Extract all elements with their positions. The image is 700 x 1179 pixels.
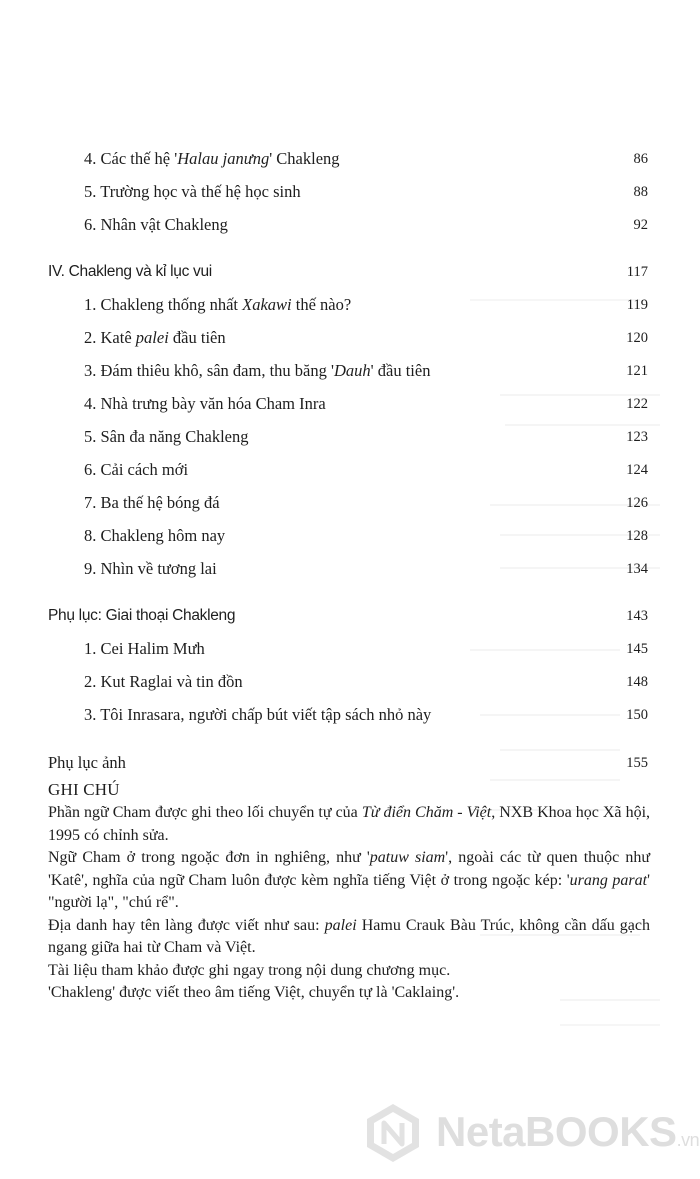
toc-section-phu-luc-giai-thoai[interactable]: [48, 603, 648, 636]
toc-entry-nhan-vat[interactable]: [48, 212, 648, 245]
notes-paragraph: Ngữ Cham ở trong ngoặc đơn in nghiêng, như 'patuw siam', ngoài các từ quen thuộc như 'Katê', nghĩa của ngữ Cham luôn được kèm nghĩa tiếng Việt ở trong ngoặc kép: 'urang parat' "người lạ", "chú rể".: [48, 849, 651, 911]
toc-page-number: 124: [626, 462, 648, 478]
toc-entry-label: 1. Chakleng thống nhất Xakawi thế nào?: [84, 295, 352, 314]
toc-entry-label: 5. Sân đa năng Chakleng: [84, 427, 249, 446]
toc-page-number: 155: [626, 755, 648, 771]
toc-page-number: 134: [626, 561, 648, 577]
toc-page-number: 150: [626, 707, 648, 723]
toc-page-number: 143: [626, 608, 648, 624]
notes-paragraph: Phần ngữ Cham được ghi theo lối chuyển tự của Từ điển Chăm - Việt, NXB Khoa học Xã hội, 1995 có chỉnh sửa.: [48, 804, 651, 844]
toc-entry-label: 4. Các thế hệ 'Halau janưng' Chakleng: [84, 149, 340, 168]
toc-entry-kut-raglai[interactable]: [48, 669, 648, 702]
toc-section-label: IV. Chakleng và kỉ lục vui: [48, 263, 212, 280]
toc-entry-label: 2. Katê palei đầu tiên: [84, 328, 226, 347]
toc-page-number: 128: [626, 528, 648, 544]
toc-page-number: 121: [626, 363, 648, 379]
toc-page-number: 86: [633, 151, 648, 167]
netabooks-logo-icon: [362, 1102, 424, 1164]
toc-entry-phu-luc-anh[interactable]: [48, 750, 648, 783]
toc-page-number: 148: [626, 674, 648, 690]
toc-entry-kate-palei[interactable]: [48, 325, 648, 358]
toc-page-number: 126: [626, 495, 648, 511]
notes-paragraph: 'Chakleng' được viết theo âm tiếng Việt, chuyển tự là 'Caklaing'.: [48, 984, 460, 1001]
toc-entry-label: Phụ lục ảnh: [48, 753, 126, 772]
toc-entry-hom-nay[interactable]: [48, 523, 648, 556]
toc-entry-label: 1. Cei Halim Mưh: [84, 639, 205, 658]
toc-entry-cei-halim[interactable]: [48, 636, 648, 669]
toc-page-number: 123: [626, 429, 648, 445]
toc-entry-label: 3. Tôi Inrasara, người chấp bút viết tập sách nhỏ này: [84, 705, 432, 724]
toc-entry-label: 9. Nhìn về tương lai: [84, 559, 217, 578]
toc-entry-toi-inrasara[interactable]: [48, 702, 648, 735]
toc-entry-label: 3. Đám thiêu khô, sân đam, thu băng 'Dauh' đầu tiên: [84, 361, 431, 380]
notes-paragraph: Tài liệu tham khảo được ghi ngay trong nội dung chương mục.: [48, 961, 451, 979]
toc-section-label: Phụ lục: Giai thoại Chakleng: [48, 607, 236, 624]
toc-entry-san-da-nang[interactable]: [48, 424, 648, 457]
toc-entry-label: 2. Kut Raglai và tin đồn: [84, 672, 243, 691]
netabooks-watermark: [362, 1100, 700, 1164]
watermark-text: NetaBOOKS.vn: [436, 1108, 700, 1155]
toc-entry-label: 5. Trường học và thế hệ học sinh: [84, 182, 301, 201]
toc-entry-nha-trung-bay[interactable]: [48, 391, 648, 424]
toc-page-number: 119: [626, 297, 648, 313]
toc-entry-label: 7. Ba thế hệ bóng đá: [84, 493, 220, 512]
toc-entry-xakawi[interactable]: [48, 292, 648, 325]
toc-entry-cai-cach[interactable]: [48, 457, 648, 490]
toc-page-number: 120: [626, 330, 648, 346]
notes-heading: GHI CHÚ: [48, 780, 120, 799]
toc-page-number: 145: [626, 641, 648, 657]
toc-section-iv[interactable]: [48, 259, 648, 292]
toc-entry-label: 6. Cải cách mới: [84, 460, 189, 479]
toc-page-number: 92: [633, 217, 648, 233]
toc-entry-label: 4. Nhà trưng bày văn hóa Cham Inra: [84, 394, 326, 413]
toc-entry-label: 8. Chakleng hôm nay: [84, 526, 226, 545]
table-of-contents: [48, 146, 648, 783]
toc-entry-label: 6. Nhân vật Chakleng: [84, 215, 228, 234]
notes-paragraph: Địa danh hay tên làng được viết như sau: palei Hamu Crauk Bàu Trúc, không cần dấu gạch ngang giữa hai từ Cham và Việt.: [48, 916, 650, 956]
notes-section: [48, 780, 650, 1005]
toc-entry-truong-hoc[interactable]: [48, 179, 648, 212]
toc-page-number: 88: [633, 184, 648, 200]
toc-entry-halau-janung[interactable]: [48, 146, 648, 179]
toc-entry-tuong-lai[interactable]: [48, 556, 648, 589]
toc-page-number: 122: [626, 396, 648, 412]
toc-page-number: 117: [626, 264, 648, 280]
toc-entry-dauh[interactable]: [48, 358, 648, 391]
toc-entry-bong-da[interactable]: [48, 490, 648, 523]
